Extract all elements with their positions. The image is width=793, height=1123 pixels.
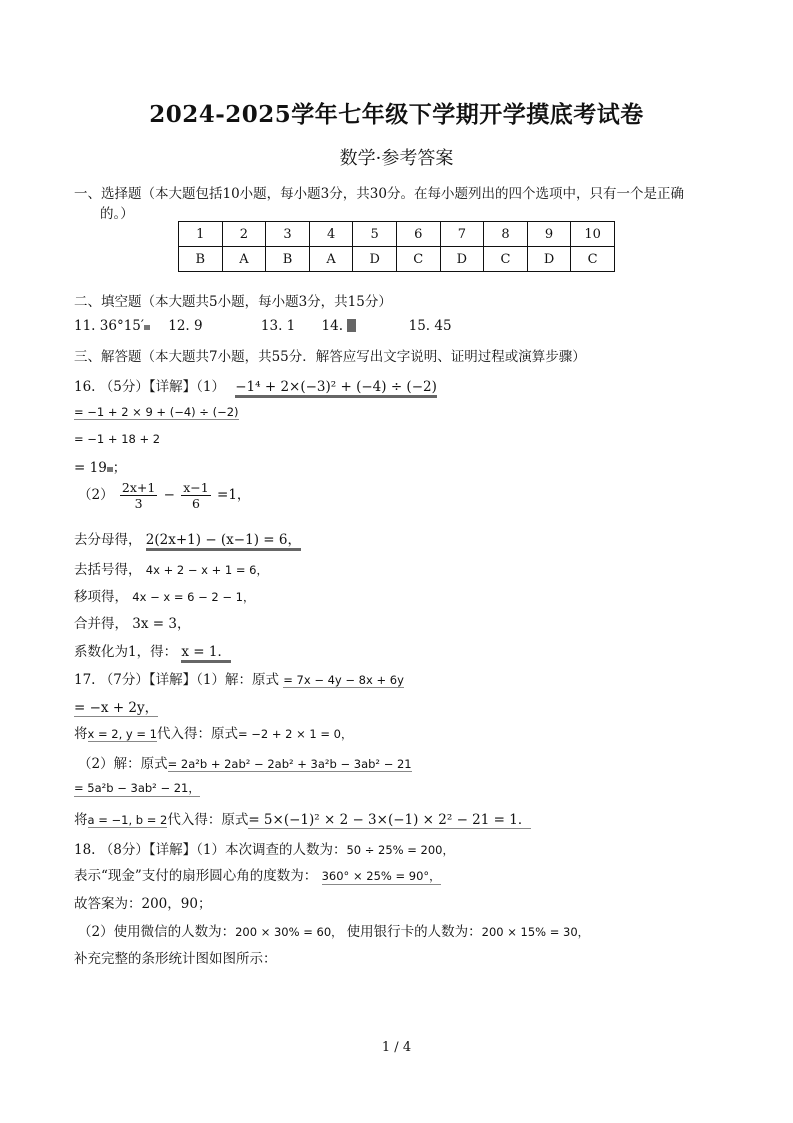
q16-s3-expr: 4x − x = 6 − 2 − 1，: [132, 590, 255, 604]
q16-step2: [74, 432, 160, 446]
q16-s3: [74, 585, 254, 605]
q16-part2-equation: [78, 480, 250, 511]
section3-heading: 三、解答题（本大题共7小题，共55分．解答应写出文字说明、证明过程或演算步骤）: [74, 349, 586, 365]
q18-step2-label: 表示“现金”支付的扇形圆心角的度数为：: [74, 868, 318, 884]
table-cell: 9: [527, 222, 571, 247]
table-cell: 7: [440, 222, 484, 247]
q17-part2: [78, 752, 412, 772]
q16-part2-label: （2）: [78, 487, 114, 503]
q17-step4: [74, 780, 200, 797]
q16-s5-expr: x = 1．: [181, 640, 231, 663]
q17-expr2: = 2a²b + 2ab² − 2ab² + 3a²b − 3ab² − 21: [167, 757, 412, 771]
q17-step2-text: = −x + 2y，: [74, 696, 158, 717]
scan-mark: [144, 325, 150, 330]
q16-step3: [74, 456, 126, 476]
q16-fraction-1: [120, 480, 157, 511]
q16-fraction-1-denominator: 3: [134, 496, 143, 511]
q17-sub1-a: 将: [74, 726, 88, 742]
table-cell: 3: [266, 222, 310, 247]
q18-step3-value: 200，90；: [141, 896, 212, 912]
answer-12: 12. 9: [168, 318, 203, 334]
answer-13: 13. 1: [260, 318, 296, 334]
answer-15: 15. 45: [408, 318, 452, 334]
q17-step2: [74, 696, 158, 717]
q16-s5: [74, 640, 231, 663]
table-cell: C: [571, 247, 615, 272]
q17-label: 17. （7分）【详解】（1）解：原式: [74, 672, 279, 688]
q16-fraction-2-numerator: x−1: [183, 480, 209, 495]
q16-step2-text: = −1 + 18 + 2: [74, 432, 161, 446]
q17-sub2-b: a = −1, b = 2: [87, 813, 168, 827]
q16-s2-expr: 4x + 2 − x + 1 = 6，: [145, 563, 268, 577]
q18-step2: [74, 864, 441, 885]
page-subtitle: 数学·参考答案: [339, 148, 454, 169]
q16-s4-label: 合并得，: [74, 616, 128, 632]
q18-step2-expr: 360° × 25% = 90°，: [321, 869, 441, 883]
table-cell: D: [353, 247, 397, 272]
section1-heading: 一、选择题（本大题包括10小题，每小题3分，共30分。在每小题列出的四个选项中，只有一个是正确: [74, 186, 684, 202]
q16-s1-expr: 2(2x+1) − (x−1) = 6，: [146, 528, 301, 551]
q18-step5: 补充完整的条形统计图如图所示：: [74, 951, 277, 967]
q16-equals: =1，: [217, 487, 251, 503]
q17-sub2: [74, 808, 531, 829]
q17-part2-label: （2）解：原式: [78, 756, 168, 772]
q17-sub1-b: x = 2, y = 1: [87, 727, 157, 741]
section2-heading: 二、填空题（本大题共5小题，每小题3分，共15分）: [74, 294, 392, 310]
q16-fraction-1-numerator: 2x+1: [121, 480, 156, 495]
q18-step3-label: 故答案为：: [74, 896, 142, 912]
q18-header: [74, 838, 454, 858]
table-cell: B: [179, 247, 223, 272]
q16-step3-end: ；: [112, 460, 127, 476]
q16-s4-expr: 3x = 3，: [132, 616, 191, 632]
q16-s2-label: 去括号得，: [74, 562, 142, 578]
table-cell: A: [222, 247, 266, 272]
q17-sub2-d: = 5×(−1)² × 2 − 3×(−1) × 2² − 21 = 1．: [248, 808, 531, 829]
table-cell: D: [440, 247, 484, 272]
q17-sub1: [74, 722, 353, 742]
table-cell: C: [396, 247, 440, 272]
q16-header: [74, 375, 437, 398]
q16-fraction-2-denominator: 6: [192, 496, 200, 511]
answer-table-answer-row: [179, 247, 615, 272]
section1-heading-cont: 的。）: [100, 206, 134, 222]
q16-s5-label: 系数化为1，得：: [74, 644, 178, 660]
q16-minus: −: [163, 487, 175, 503]
q18-step4-expr-b: 200 × 15% = 30，: [481, 925, 590, 939]
q17-sub1-c: 代入得：原式: [156, 726, 238, 742]
q16-step1: [74, 405, 239, 420]
table-cell: A: [309, 247, 353, 272]
table-cell: C: [484, 247, 528, 272]
q18-label: 18. （8分）【详解】（1）本次调查的人数为：: [74, 842, 347, 858]
q16-step3-text: = 19: [74, 460, 107, 476]
q18-step4: [78, 920, 589, 940]
table-cell: 4: [309, 222, 353, 247]
q16-s2: [74, 558, 268, 578]
q16-s1-label: 去分母得，: [74, 532, 142, 548]
q16-label: 16. （5分）【详解】（1）: [74, 379, 225, 395]
q16-expression: −1⁴ + 2×(−3)² + (−4) ÷ (−2): [235, 379, 437, 398]
page-title: 2024-2025学年七年级下学期开学摸底考试卷: [149, 101, 644, 128]
q18-step4-label-b: 使用银行卡的人数为：: [346, 924, 482, 940]
q18-step3: [74, 892, 211, 912]
q18-step4-expr-a: 200 × 30% = 60，: [235, 925, 343, 939]
q16-s4: [74, 612, 190, 632]
q16-s1: [74, 528, 301, 551]
table-cell: 1: [179, 222, 223, 247]
table-cell: 6: [396, 222, 440, 247]
q17-step4-text: = 5a²b − 3ab² − 21，: [74, 781, 200, 795]
table-cell: B: [266, 247, 310, 272]
table-cell: 8: [484, 222, 528, 247]
answer-14: 14.: [321, 318, 344, 334]
q16-step1-text: = −1 + 2 × 9 + (−4) ÷ (−2): [74, 405, 239, 419]
q17-header: [74, 668, 404, 688]
table-cell: D: [527, 247, 571, 272]
q16-s3-label: 移项得，: [74, 589, 128, 605]
q16-fraction-2: [181, 480, 210, 511]
table-cell: 5: [353, 222, 397, 247]
q17-sub2-a: 将: [74, 812, 88, 828]
answer-table: [178, 221, 615, 272]
q18-expr1: 50 ÷ 25% = 200，: [346, 843, 454, 857]
page-number: 1 / 4: [381, 1040, 412, 1055]
fill-answers-row: [74, 318, 452, 334]
answer-14-blank: [347, 319, 356, 332]
table-cell: 10: [571, 222, 615, 247]
q18-step4-label-a: （2）使用微信的人数为：: [78, 924, 236, 940]
q17-sub2-c: 代入得：原式: [167, 812, 249, 828]
answer-11: 11. 36°15′: [74, 318, 144, 334]
q17-expr1: = 7x − 4y − 8x + 6y: [283, 673, 404, 687]
q17-sub1-d: = −2 + 2 × 1 = 0，: [237, 727, 353, 741]
answer-table-number-row: [179, 222, 615, 247]
table-cell: 2: [222, 222, 266, 247]
